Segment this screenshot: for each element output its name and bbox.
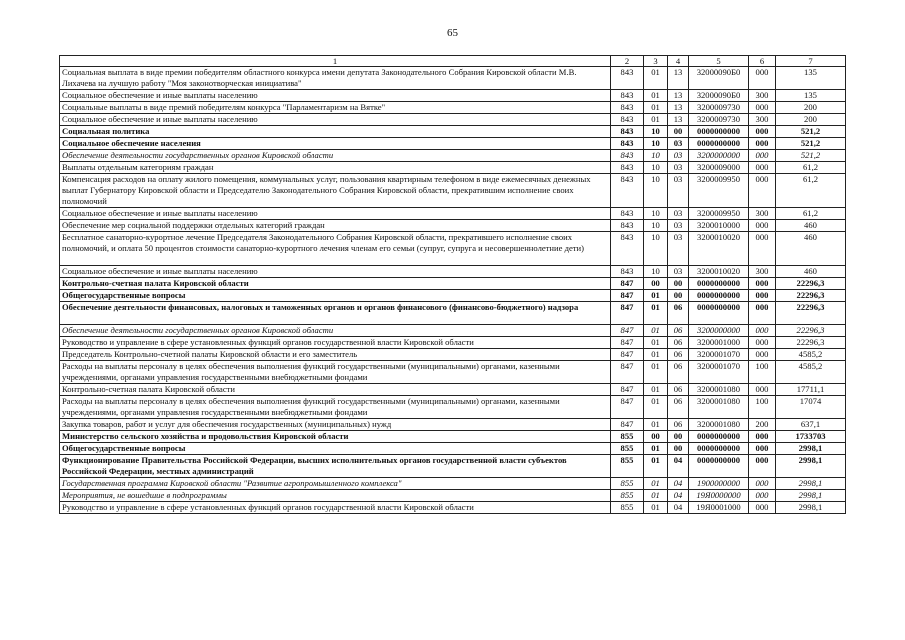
table-row bbox=[60, 302, 846, 325]
row-name-cell: Контрольно-счетная палата Кировской области bbox=[60, 384, 611, 396]
row-name-cell: Контрольно-счетная палата Кировской области bbox=[60, 278, 611, 290]
expense-type-code-cell: 300 bbox=[749, 90, 776, 102]
column-number: 3 bbox=[644, 56, 668, 67]
row-name-cell: Мероприятия, не вошедшие в подпрограммы bbox=[60, 490, 611, 502]
amount-cell: 1733703 bbox=[776, 431, 846, 443]
table-row bbox=[60, 349, 846, 361]
subsection-code-cell: 06 bbox=[668, 384, 689, 396]
expense-type-code-cell: 000 bbox=[749, 302, 776, 325]
gvs-code-cell: 843 bbox=[611, 162, 644, 174]
target-item-code-cell: 0000000000 bbox=[689, 278, 749, 290]
table-row bbox=[60, 419, 846, 431]
expense-type-code-cell: 000 bbox=[749, 220, 776, 232]
expense-type-code-cell: 000 bbox=[749, 138, 776, 150]
column-number: 4 bbox=[668, 56, 689, 67]
section-code-cell: 10 bbox=[644, 232, 668, 266]
target-item-code-cell: 3200009730 bbox=[689, 102, 749, 114]
target-item-code-cell: 3200001080 bbox=[689, 419, 749, 431]
target-item-code-cell: 3200010020 bbox=[689, 266, 749, 278]
table-row bbox=[60, 114, 846, 126]
row-name-cell: Социальное обеспечение и иные выплаты населению bbox=[60, 208, 611, 220]
amount-cell: 17711,1 bbox=[776, 384, 846, 396]
section-code-cell: 10 bbox=[644, 208, 668, 220]
section-code-cell: 01 bbox=[644, 478, 668, 490]
gvs-code-cell: 855 bbox=[611, 478, 644, 490]
section-code-cell: 01 bbox=[644, 490, 668, 502]
section-code-cell: 01 bbox=[644, 90, 668, 102]
section-code-cell: 01 bbox=[644, 102, 668, 114]
column-number: 5 bbox=[689, 56, 749, 67]
section-code-cell: 10 bbox=[644, 138, 668, 150]
amount-cell: 17074 bbox=[776, 396, 846, 419]
section-code-cell: 01 bbox=[644, 349, 668, 361]
amount-cell: 2998,1 bbox=[776, 478, 846, 490]
target-item-code-cell: 3200001080 bbox=[689, 396, 749, 419]
amount-cell: 61,2 bbox=[776, 174, 846, 208]
subsection-code-cell: 00 bbox=[668, 126, 689, 138]
subsection-code-cell: 06 bbox=[668, 349, 689, 361]
expense-type-code-cell: 300 bbox=[749, 266, 776, 278]
amount-cell: 460 bbox=[776, 220, 846, 232]
table-row bbox=[60, 208, 846, 220]
gvs-code-cell: 843 bbox=[611, 266, 644, 278]
table-row bbox=[60, 337, 846, 349]
section-code-cell: 10 bbox=[644, 150, 668, 162]
row-name-cell: Компенсация расходов на оплату жилого помещения, коммунальных услуг, пользования квартирным телефоном в виде ежемесячных денежных выплат Губернатору Кировской области и Председателю Законодательного Собрания Кировской области, прекратившим исполнение своих полномочий bbox=[60, 174, 611, 208]
section-code-cell: 10 bbox=[644, 162, 668, 174]
budget-table bbox=[59, 55, 846, 514]
expense-type-code-cell: 000 bbox=[749, 384, 776, 396]
section-code-cell: 01 bbox=[644, 290, 668, 302]
expense-type-code-cell: 100 bbox=[749, 361, 776, 384]
table-row bbox=[60, 478, 846, 490]
subsection-code-cell: 13 bbox=[668, 90, 689, 102]
expense-type-code-cell: 000 bbox=[749, 290, 776, 302]
target-item-code-cell: 3200009000 bbox=[689, 162, 749, 174]
expense-type-code-cell: 000 bbox=[749, 337, 776, 349]
subsection-code-cell: 00 bbox=[668, 278, 689, 290]
target-item-code-cell: 19Я0000000 bbox=[689, 490, 749, 502]
gvs-code-cell: 843 bbox=[611, 126, 644, 138]
row-name-cell: Социальное обеспечение и иные выплаты населению bbox=[60, 114, 611, 126]
target-item-code-cell: 3200001070 bbox=[689, 349, 749, 361]
column-number: 6 bbox=[749, 56, 776, 67]
target-item-code-cell: 0000000000 bbox=[689, 138, 749, 150]
table-row bbox=[60, 384, 846, 396]
amount-cell: 460 bbox=[776, 232, 846, 266]
gvs-code-cell: 843 bbox=[611, 114, 644, 126]
target-item-code-cell: 1900000000 bbox=[689, 478, 749, 490]
row-name-cell: Социальное обеспечение и иные выплаты населению bbox=[60, 266, 611, 278]
section-code-cell: 10 bbox=[644, 174, 668, 208]
subsection-code-cell: 00 bbox=[668, 431, 689, 443]
amount-cell: 61,2 bbox=[776, 162, 846, 174]
table-row bbox=[60, 361, 846, 384]
row-name-cell: Обеспечение деятельности государственных органов Кировской области bbox=[60, 325, 611, 337]
table-row bbox=[60, 325, 846, 337]
expense-type-code-cell: 000 bbox=[749, 278, 776, 290]
subsection-code-cell: 04 bbox=[668, 478, 689, 490]
target-item-code-cell: 3200010020 bbox=[689, 232, 749, 266]
table-row bbox=[60, 220, 846, 232]
row-name-cell: Общегосударственные вопросы bbox=[60, 290, 611, 302]
amount-cell: 135 bbox=[776, 90, 846, 102]
gvs-code-cell: 843 bbox=[611, 150, 644, 162]
gvs-code-cell: 847 bbox=[611, 278, 644, 290]
section-code-cell: 01 bbox=[644, 361, 668, 384]
target-item-code-cell: 3200010000 bbox=[689, 220, 749, 232]
subsection-code-cell: 06 bbox=[668, 325, 689, 337]
row-name-cell: Бесплатное санаторно-курортное лечение Председателя Законодательного Собрания Кировской области, прекратившего исполнение своих полномочий, и оплата 50 процентов стоимости санаторно-курортного лечения членам его семьи (супруг, супруга и несовершеннолетние дети) bbox=[60, 232, 611, 266]
subsection-code-cell: 04 bbox=[668, 455, 689, 478]
expense-type-code-cell: 000 bbox=[749, 150, 776, 162]
column-number-row bbox=[60, 56, 846, 67]
gvs-code-cell: 843 bbox=[611, 67, 644, 90]
target-item-code-cell: 3200009950 bbox=[689, 208, 749, 220]
table-row bbox=[60, 431, 846, 443]
expense-type-code-cell: 300 bbox=[749, 114, 776, 126]
target-item-code-cell: 3200001070 bbox=[689, 361, 749, 384]
amount-cell: 637,1 bbox=[776, 419, 846, 431]
gvs-code-cell: 855 bbox=[611, 490, 644, 502]
gvs-code-cell: 855 bbox=[611, 455, 644, 478]
page-number: 65 bbox=[447, 27, 458, 39]
amount-cell: 22296,3 bbox=[776, 278, 846, 290]
section-code-cell: 01 bbox=[644, 419, 668, 431]
expense-type-code-cell: 100 bbox=[749, 396, 776, 419]
target-item-code-cell: 32000090Б0 bbox=[689, 90, 749, 102]
expense-type-code-cell: 000 bbox=[749, 490, 776, 502]
table-row bbox=[60, 502, 846, 514]
row-name-cell: Обеспечение мер социальной поддержки отдельных категорий граждан bbox=[60, 220, 611, 232]
gvs-code-cell: 843 bbox=[611, 232, 644, 266]
target-item-code-cell: 0000000000 bbox=[689, 302, 749, 325]
expense-type-code-cell: 000 bbox=[749, 174, 776, 208]
row-name-cell: Обеспечение деятельности государственных органов Кировской области bbox=[60, 150, 611, 162]
expense-type-code-cell: 000 bbox=[749, 162, 776, 174]
gvs-code-cell: 843 bbox=[611, 102, 644, 114]
subsection-code-cell: 03 bbox=[668, 232, 689, 266]
subsection-code-cell: 03 bbox=[668, 150, 689, 162]
row-name-cell: Общегосударственные вопросы bbox=[60, 443, 611, 455]
target-item-code-cell: 0000000000 bbox=[689, 443, 749, 455]
amount-cell: 521,2 bbox=[776, 138, 846, 150]
section-code-cell: 00 bbox=[644, 278, 668, 290]
subsection-code-cell: 00 bbox=[668, 443, 689, 455]
target-item-code-cell: 19Я0001000 bbox=[689, 502, 749, 514]
subsection-code-cell: 03 bbox=[668, 174, 689, 208]
amount-cell: 200 bbox=[776, 114, 846, 126]
subsection-code-cell: 13 bbox=[668, 67, 689, 90]
gvs-code-cell: 847 bbox=[611, 325, 644, 337]
expense-type-code-cell: 000 bbox=[749, 325, 776, 337]
gvs-code-cell: 843 bbox=[611, 174, 644, 208]
gvs-code-cell: 855 bbox=[611, 502, 644, 514]
gvs-code-cell: 847 bbox=[611, 337, 644, 349]
gvs-code-cell: 843 bbox=[611, 220, 644, 232]
section-code-cell: 00 bbox=[644, 431, 668, 443]
gvs-code-cell: 843 bbox=[611, 90, 644, 102]
target-item-code-cell: 32000090Б0 bbox=[689, 67, 749, 90]
gvs-code-cell: 855 bbox=[611, 431, 644, 443]
amount-cell: 2998,1 bbox=[776, 455, 846, 478]
expense-type-code-cell: 000 bbox=[749, 102, 776, 114]
section-code-cell: 01 bbox=[644, 502, 668, 514]
target-item-code-cell: 3200009730 bbox=[689, 114, 749, 126]
row-name-cell: Обеспечение деятельности финансовых, налоговых и таможенных органов и органов финансового (финансово-бюджетного) надзора bbox=[60, 302, 611, 325]
column-number: 1 bbox=[60, 56, 611, 67]
row-name-cell: Расходы на выплаты персоналу в целях обеспечения выполнения функций государственными (муниципальными) органами, казенными учреждениями, органами управления государственными внебюджетными фондами bbox=[60, 361, 611, 384]
section-code-cell: 01 bbox=[644, 455, 668, 478]
row-name-cell: Социальная политика bbox=[60, 126, 611, 138]
table-row bbox=[60, 90, 846, 102]
subsection-code-cell: 03 bbox=[668, 162, 689, 174]
section-code-cell: 01 bbox=[644, 302, 668, 325]
expense-type-code-cell: 000 bbox=[749, 232, 776, 266]
section-code-cell: 01 bbox=[644, 384, 668, 396]
table-row bbox=[60, 126, 846, 138]
subsection-code-cell: 06 bbox=[668, 337, 689, 349]
expense-type-code-cell: 000 bbox=[749, 67, 776, 90]
amount-cell: 4585,2 bbox=[776, 349, 846, 361]
table-row bbox=[60, 443, 846, 455]
expense-type-code-cell: 000 bbox=[749, 349, 776, 361]
table-row bbox=[60, 150, 846, 162]
row-name-cell: Социальное обеспечение населения bbox=[60, 138, 611, 150]
subsection-code-cell: 06 bbox=[668, 396, 689, 419]
row-name-cell: Функционирование Правительства Российской Федерации, высших исполнительных органов государственной власти субъектов Российской Федерации, местных администраций bbox=[60, 455, 611, 478]
amount-cell: 200 bbox=[776, 102, 846, 114]
table-row bbox=[60, 278, 846, 290]
subsection-code-cell: 13 bbox=[668, 114, 689, 126]
section-code-cell: 10 bbox=[644, 266, 668, 278]
section-code-cell: 10 bbox=[644, 220, 668, 232]
table-row bbox=[60, 266, 846, 278]
table-row bbox=[60, 455, 846, 478]
gvs-code-cell: 847 bbox=[611, 396, 644, 419]
section-code-cell: 01 bbox=[644, 114, 668, 126]
row-name-cell: Закупка товаров, работ и услуг для обеспечения государственных (муниципальных) нужд bbox=[60, 419, 611, 431]
table-row bbox=[60, 67, 846, 90]
amount-cell: 4585,2 bbox=[776, 361, 846, 384]
row-name-cell: Руководство и управление в сфере установленных функций органов государственной власти Кировской области bbox=[60, 502, 611, 514]
subsection-code-cell: 06 bbox=[668, 302, 689, 325]
column-number: 7 bbox=[776, 56, 846, 67]
section-code-cell: 01 bbox=[644, 325, 668, 337]
amount-cell: 2998,1 bbox=[776, 490, 846, 502]
subsection-code-cell: 06 bbox=[668, 419, 689, 431]
row-name-cell: Министерство сельского хозяйства и продовольствия Кировской области bbox=[60, 431, 611, 443]
amount-cell: 22296,3 bbox=[776, 337, 846, 349]
table-row bbox=[60, 138, 846, 150]
amount-cell: 460 bbox=[776, 266, 846, 278]
gvs-code-cell: 855 bbox=[611, 443, 644, 455]
gvs-code-cell: 847 bbox=[611, 290, 644, 302]
amount-cell: 2998,1 bbox=[776, 443, 846, 455]
expense-type-code-cell: 000 bbox=[749, 478, 776, 490]
subsection-code-cell: 06 bbox=[668, 361, 689, 384]
subsection-code-cell: 13 bbox=[668, 102, 689, 114]
row-name-cell: Расходы на выплаты персоналу в целях обеспечения выполнения функций государственными (муниципальными) органами, казенными учреждениями, органами управления государственными внебюджетными фондами bbox=[60, 396, 611, 419]
amount-cell: 22296,3 bbox=[776, 290, 846, 302]
row-name-cell: Социальные выплаты в виде премий победителям конкурса "Парламентаризм на Вятке" bbox=[60, 102, 611, 114]
row-name-cell: Председатель Контрольно-счетной палаты Кировской области и его заместитель bbox=[60, 349, 611, 361]
expense-type-code-cell: 300 bbox=[749, 208, 776, 220]
expense-type-code-cell: 200 bbox=[749, 419, 776, 431]
subsection-code-cell: 03 bbox=[668, 220, 689, 232]
amount-cell: 2998,1 bbox=[776, 502, 846, 514]
section-code-cell: 01 bbox=[644, 396, 668, 419]
target-item-code-cell: 0000000000 bbox=[689, 431, 749, 443]
gvs-code-cell: 847 bbox=[611, 349, 644, 361]
gvs-code-cell: 843 bbox=[611, 208, 644, 220]
table-row bbox=[60, 396, 846, 419]
row-name-cell: Выплаты отдельным категориям граждан bbox=[60, 162, 611, 174]
amount-cell: 61,2 bbox=[776, 208, 846, 220]
expense-type-code-cell: 000 bbox=[749, 502, 776, 514]
column-number: 2 bbox=[611, 56, 644, 67]
expense-type-code-cell: 000 bbox=[749, 455, 776, 478]
table-row bbox=[60, 174, 846, 208]
target-item-code-cell: 3200000000 bbox=[689, 325, 749, 337]
amount-cell: 22296,3 bbox=[776, 302, 846, 325]
subsection-code-cell: 03 bbox=[668, 138, 689, 150]
table-row bbox=[60, 162, 846, 174]
target-item-code-cell: 0000000000 bbox=[689, 455, 749, 478]
expense-type-code-cell: 000 bbox=[749, 443, 776, 455]
target-item-code-cell: 3200009950 bbox=[689, 174, 749, 208]
section-code-cell: 01 bbox=[644, 67, 668, 90]
target-item-code-cell: 3200001080 bbox=[689, 384, 749, 396]
gvs-code-cell: 847 bbox=[611, 384, 644, 396]
amount-cell: 521,2 bbox=[776, 126, 846, 138]
target-item-code-cell: 3200001000 bbox=[689, 337, 749, 349]
amount-cell: 521,2 bbox=[776, 150, 846, 162]
amount-cell: 135 bbox=[776, 67, 846, 90]
table-row bbox=[60, 102, 846, 114]
gvs-code-cell: 847 bbox=[611, 419, 644, 431]
target-item-code-cell: 0000000000 bbox=[689, 126, 749, 138]
target-item-code-cell: 3200000000 bbox=[689, 150, 749, 162]
row-name-cell: Государственная программа Кировской области "Развитие агропромышленного комплекса" bbox=[60, 478, 611, 490]
row-name-cell: Социальная выплата в виде премии победителям областного конкурса имени депутата Законодательного Собрания Кировской области М.В. Лихачева на лучшую работу "Моя законотворческая инициатива" bbox=[60, 67, 611, 90]
subsection-code-cell: 03 bbox=[668, 266, 689, 278]
section-code-cell: 01 bbox=[644, 443, 668, 455]
row-name-cell: Социальное обеспечение и иные выплаты населению bbox=[60, 90, 611, 102]
section-code-cell: 01 bbox=[644, 337, 668, 349]
subsection-code-cell: 04 bbox=[668, 490, 689, 502]
amount-cell: 22296,3 bbox=[776, 325, 846, 337]
gvs-code-cell: 847 bbox=[611, 361, 644, 384]
expense-type-code-cell: 000 bbox=[749, 431, 776, 443]
subsection-code-cell: 04 bbox=[668, 502, 689, 514]
expense-type-code-cell: 000 bbox=[749, 126, 776, 138]
gvs-code-cell: 843 bbox=[611, 138, 644, 150]
table-row bbox=[60, 490, 846, 502]
subsection-code-cell: 00 bbox=[668, 290, 689, 302]
gvs-code-cell: 847 bbox=[611, 302, 644, 325]
table-row bbox=[60, 290, 846, 302]
section-code-cell: 10 bbox=[644, 126, 668, 138]
table-row bbox=[60, 232, 846, 266]
row-name-cell: Руководство и управление в сфере установленных функций органов государственной власти Кировской области bbox=[60, 337, 611, 349]
target-item-code-cell: 0000000000 bbox=[689, 290, 749, 302]
subsection-code-cell: 03 bbox=[668, 208, 689, 220]
